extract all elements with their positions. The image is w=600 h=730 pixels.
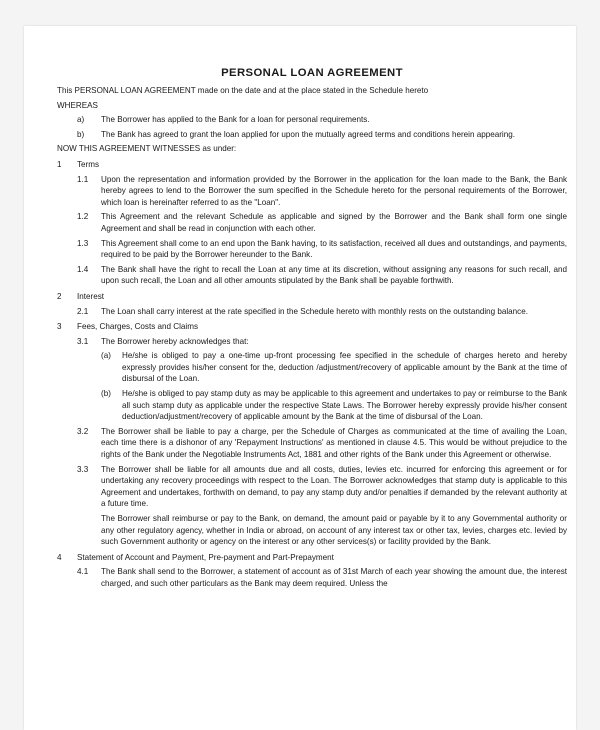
sub-clause-label: (b) xyxy=(101,389,111,399)
document-content xyxy=(57,66,567,593)
section-heading xyxy=(57,291,567,303)
sub-clause-text: He/she is obliged to pay stamp duty as may be applicable to this agreement and undertakes to pay or reimburse to the Bank all such stamp duty as applicable under the respective State Laws. The Borrower hereby expressly provide his/her consent deduction/adjustment/recovery of applicable amount by the Bank at the time of disbursal of the Loan. xyxy=(122,389,567,422)
clause-paragraph: The Borrower shall reimburse or pay to the Bank, on demand, the amount paid or payable by it to any Governmental authority or any other regulatory agency, whether in India or abroad, on account of any interest tax or other tax, levies, charges etc. levied by such Government authority or agency on the interest or any other services(s) or facility provided by the Bank. xyxy=(101,514,567,547)
clause-number: 2.1 xyxy=(77,306,89,316)
document-page xyxy=(24,26,576,730)
recital-item xyxy=(77,129,567,141)
clause-text: The Borrower shall be liable for all amounts due and all costs, duties, levies etc. incurred for enforcing this agreement or for undertaking any recovery proceedings with respect to the Loan. The Borrower acknowledges that stamp duty is applicable to this Agreement and undertakes, forthwith on demand, to pay any stamp duty and/or penalties if demanded by the relevant authority at a future time. xyxy=(101,464,567,509)
clause xyxy=(77,306,567,318)
clause xyxy=(77,464,567,510)
clause-number: 1.3 xyxy=(77,238,89,248)
clause-text: This Agreement and the relevant Schedule as applicable and signed by the Borrower and the Bank shall form one single Agreement and shall be read in conjunction with each other. xyxy=(101,212,567,233)
section-heading xyxy=(57,159,567,171)
clause-number: 1.2 xyxy=(77,212,89,222)
clause-number: 1.1 xyxy=(77,174,89,184)
clause xyxy=(77,264,567,287)
clause-text: Upon the representation and information provided by the Borrower in the application for the loan made to the Bank, the Bank hereby agrees to lend to the Borrower the sum specified in the Schedule hereto for the personal requirements of the Borrower, which loan is hereinafter referred to as the "Loan". xyxy=(101,174,567,207)
witnesses-line: NOW THIS AGREEMENT WITNESSES as under: xyxy=(57,144,237,154)
clause-number: 3.1 xyxy=(77,336,89,346)
section-number: 4 xyxy=(57,552,62,562)
clause-text: The Bank shall send to the Borrower, a statement of account as of 31st March of each year showing the amount due, the interest charged, and such other particulars as the Bank may deem required. Unless the xyxy=(101,567,567,588)
clause-number: 3.3 xyxy=(77,464,89,474)
section-title: Fees, Charges, Costs and Claims xyxy=(77,322,199,332)
sub-clause-text: He/she is obliged to pay a one-time up-front processing fee specified in the schedule of charges hereto and hereby expressly provides his/her consent for the, deduction /adjustment/recovery of applicable amount by the Bank at the time of disbursal of the Loan. xyxy=(122,351,567,384)
clause-text: The Borrower hereby acknowledges that: xyxy=(101,336,249,346)
sub-clause xyxy=(101,350,567,385)
clause xyxy=(77,426,567,461)
whereas-heading: WHEREAS xyxy=(57,100,98,110)
clause-text: The Bank shall have the right to recall the Loan at any time at its discretion, without assigning any reasons for such recall, and upon such recall, the Loan and all other amounts stipulated by the Bank shall be payable forthwith. xyxy=(101,264,567,286)
clause-number: 1.4 xyxy=(77,264,89,274)
clause xyxy=(77,211,567,234)
clause-text: The Loan shall carry interest at the rate specified in the Schedule hereto with monthly rests on the outstanding balance. xyxy=(101,306,528,316)
section-heading xyxy=(57,321,567,333)
recital-label: b) xyxy=(77,129,85,139)
section-title: Interest xyxy=(77,291,104,301)
clause-number: 4.1 xyxy=(77,567,89,577)
recital-item xyxy=(77,114,567,126)
intro-paragraph: This PERSONAL LOAN AGREEMENT made on the date and at the place stated in the Schedule hereto xyxy=(57,86,429,95)
clause-text: This Agreement shall come to an end upon the Bank having, to its satisfaction, received all dues and outstandings, and payments, required to be paid by the Borrower hereunder to the Bank. xyxy=(101,238,567,260)
clause xyxy=(77,336,567,348)
clause xyxy=(77,174,567,209)
sub-clause xyxy=(101,388,567,423)
clause xyxy=(77,238,567,261)
section-number: 2 xyxy=(57,291,62,301)
section-title: Terms xyxy=(77,159,100,169)
sub-clause-label: (a) xyxy=(101,351,111,361)
clause xyxy=(77,566,567,589)
section-number: 1 xyxy=(57,159,62,169)
section-title: Statement of Account and Payment, Pre-payment and Part-Prepayment xyxy=(77,552,334,562)
recital-label: a) xyxy=(77,115,85,125)
clause-number: 3.2 xyxy=(77,426,89,436)
document-title: PERSONAL LOAN AGREEMENT xyxy=(221,67,403,79)
recital-text: The Bank has agreed to grant the loan applied for upon the mutually agreed terms and conditions herein appearing. xyxy=(101,129,515,139)
clause-text: The Borrower shall be liable to pay a charge, per the Schedule of Charges as communicated at the time of availing the Loan, each time there is a dishonor of any 'Repayment Instructions' as mentioned in clause 4.5. This would be without prejudice to the rights of the Bank under the Negotiable Instruments Act, 1881 and other rights of the Bank under this Agreement or otherwise. xyxy=(101,426,567,460)
section-number: 3 xyxy=(57,322,62,332)
section-heading xyxy=(57,552,567,564)
recital-text: The Borrower has applied to the Bank for a loan for personal requirements. xyxy=(101,115,370,125)
